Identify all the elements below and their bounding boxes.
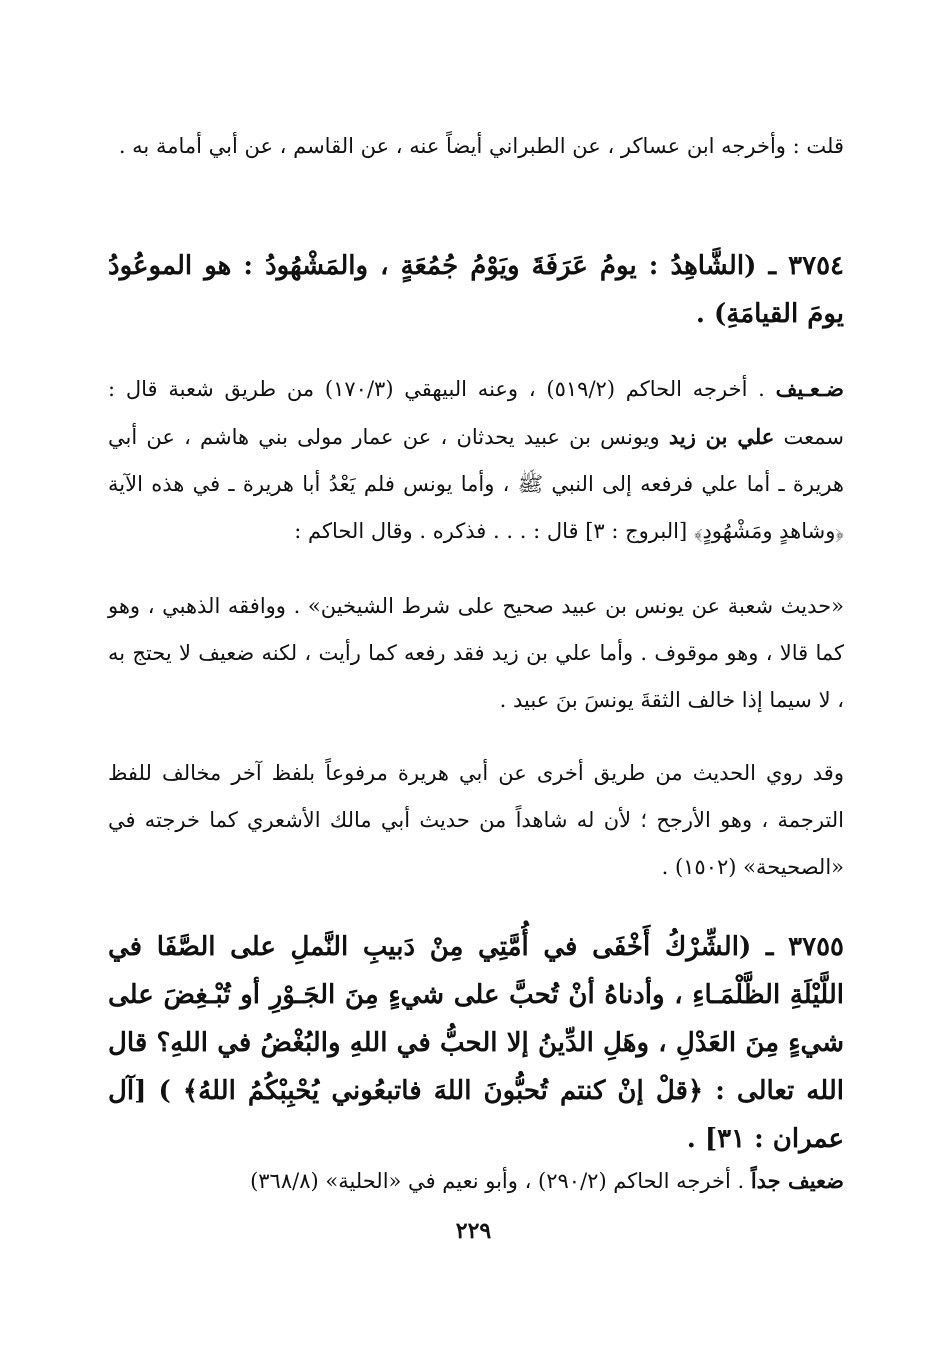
paragraph-takhrij-3755	[108, 1157, 844, 1205]
page-number: ٢٢٩	[455, 1218, 492, 1244]
takhrij-text-part-1: . أخرجه الحاكم (٥١٩/٢) ، وعنه البيهقي (١٧٠/٣) من طريق شعبة قال : سمعت	[108, 377, 844, 449]
paragraph-hakim-quote: «حديث شعبة عن يونس بن عبيد صحيح على شرط الشيخين» . ووافقه الذهبي ، وهو كما قالا ، وهو موقوف . وأما علي بن زيد فقد رفعه كما رأيت ، لكنه ضعيف لا يحتج به ، لا سيما إذا خالف الثقةَ يونسَ بنَ عبيد .	[108, 594, 844, 712]
hadith-3755-text: ٣٧٥٥ ـ (الشِّرْكُ أَخْفَى في أُمَّتِي مِنْ دَبيبِ النَّملِ على الصَّفَا في اللَّيْلَةِ الظَّلْمَـاءِ ، وأدناهُ أنْ تُحبَّ على شيءٍ مِنَ الجَـوْرِ أو تُبْـغِضَ على شيءٍ مِنَ العَدْلِ ، وهَلِ الدِّينُ إلا الحبُّ في اللهِ والبُغْضُ في اللهِ؟ قال الله تعالى : ﴿قلْ إنْ كنتم تُحبُّونَ اللهَ فاتبعُوني يُحْبِبْكُمُ اللهُ﴾ ) [آل عمران : ٣١] .	[108, 932, 844, 1154]
paragraph-takhrij-3754	[108, 365, 844, 555]
grade-label-very-weak: ضعيف جداً	[750, 1168, 844, 1193]
paragraph-note-ibn-asakir: قلت : وأخرجه ابن عساكر ، عن الطبراني أيضاً عنه ، عن القاسم ، عن أبي أمامة به .	[118, 134, 844, 158]
narrator-name-highlight: علي بن زيد	[668, 424, 775, 449]
takhrij-3755-text: . أخرجه الحاكم (٢٩٠/٢) ، وأبو نعيم في «الحلية» (٣٦٨/٨)	[250, 1169, 751, 1193]
hadith-3754-text: ٣٧٥٤ ـ (الشَّاهِدُ : يومُ عَرَفَةَ ويَوْمُ جُمُعَةٍ ، والمَشْهُودُ : هو الموعُودُ يومَ القيامَةِ) .	[108, 251, 844, 329]
takhrij-text-part-2: ويونس بن عبيد يحدثان ، عن عمار مولى بني هاشم ، عن أبي هريرة ـ أما علي فرفعه إلى النبي ﷺ ، وأما يونس فلم يَعْدُ أبا هريرة ـ في هذه الآية ﴿وشاهدٍ ومَشْهُودٍ﴾ [البروج : ٣] قال : . . . فذكره . وقال الحاكم :	[108, 425, 844, 543]
paragraph-other-route: وقد روي الحديث من طريق أخرى عن أبي هريرة مرفوعاً بلفظ آخر مخالف للفظ الترجمة ، وهو الأرجح ؛ لأن له شاهداً من حديث أبي مالك الأشعري كما خرجته في «الصحيحة» (١٥٠٢) .	[108, 761, 844, 879]
grade-label-weak: ضـعـيف	[775, 376, 844, 401]
